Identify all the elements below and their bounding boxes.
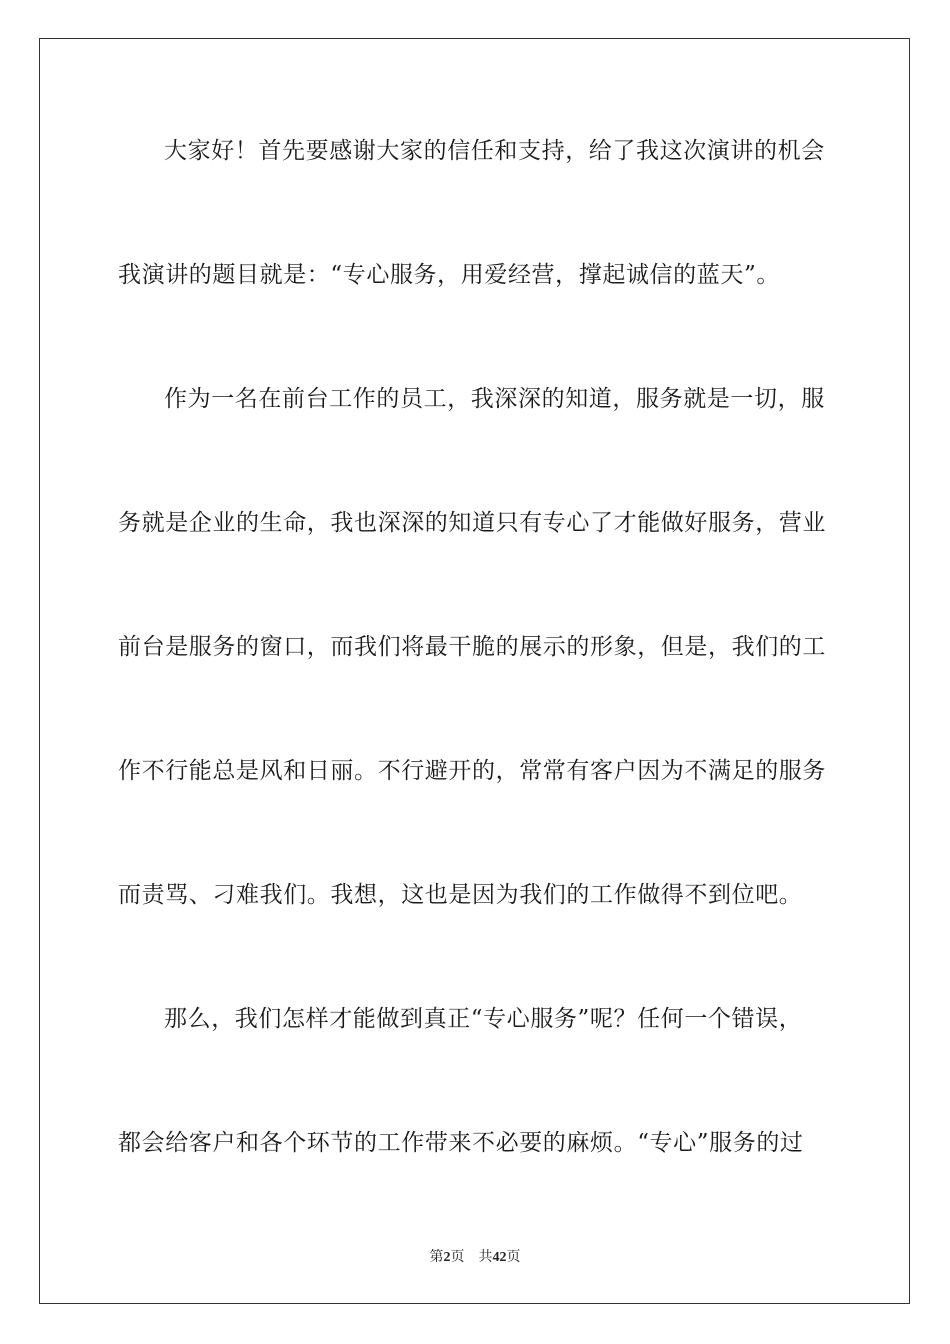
- body-text-line-9: 都会给客户和各个环节的工作带来不必要的麻烦。“专心”服务的过: [118, 1130, 804, 1156]
- body-text-line-1: 大家好！首先要感谢大家的信任和支持，给了我这次演讲的机会: [164, 138, 825, 164]
- total-prefix: 共: [478, 1249, 493, 1265]
- page-footer: [0, 1248, 950, 1267]
- body-text-line-7: 而责骂、刁难我们。我想，这也是因为我们的工作做得不到位吧。: [118, 882, 803, 908]
- body-text-line-8: 那么，我们怎样才能做到真正“专心服务”呢？任何一个错误，: [164, 1006, 803, 1032]
- body-text-line-4: 务就是企业的生命，我也深深的知道只有专心了才能做好服务，营业: [118, 510, 826, 536]
- page-border: [39, 38, 910, 1304]
- body-text-line-2: 我演讲的题目就是：“专心服务，用爱经营，撑起诚信的蓝天”。: [118, 262, 780, 288]
- page-suffix: 页: [450, 1249, 465, 1265]
- total-pages: 42: [492, 1250, 507, 1265]
- body-text-line-6: 作不行能总是风和日丽。不行避开的，常常有客户因为不满足的服务: [118, 758, 826, 784]
- page-number: 2: [443, 1250, 451, 1265]
- body-text-line-5: 前台是服务的窗口，而我们将最干脆的展示的形象，但是，我们的工: [118, 634, 826, 660]
- total-suffix: 页: [506, 1249, 521, 1265]
- page-prefix: 第: [429, 1249, 444, 1265]
- body-text-line-3: 作为一名在前台工作的员工，我深深的知道，服务就是一切，服: [164, 386, 825, 412]
